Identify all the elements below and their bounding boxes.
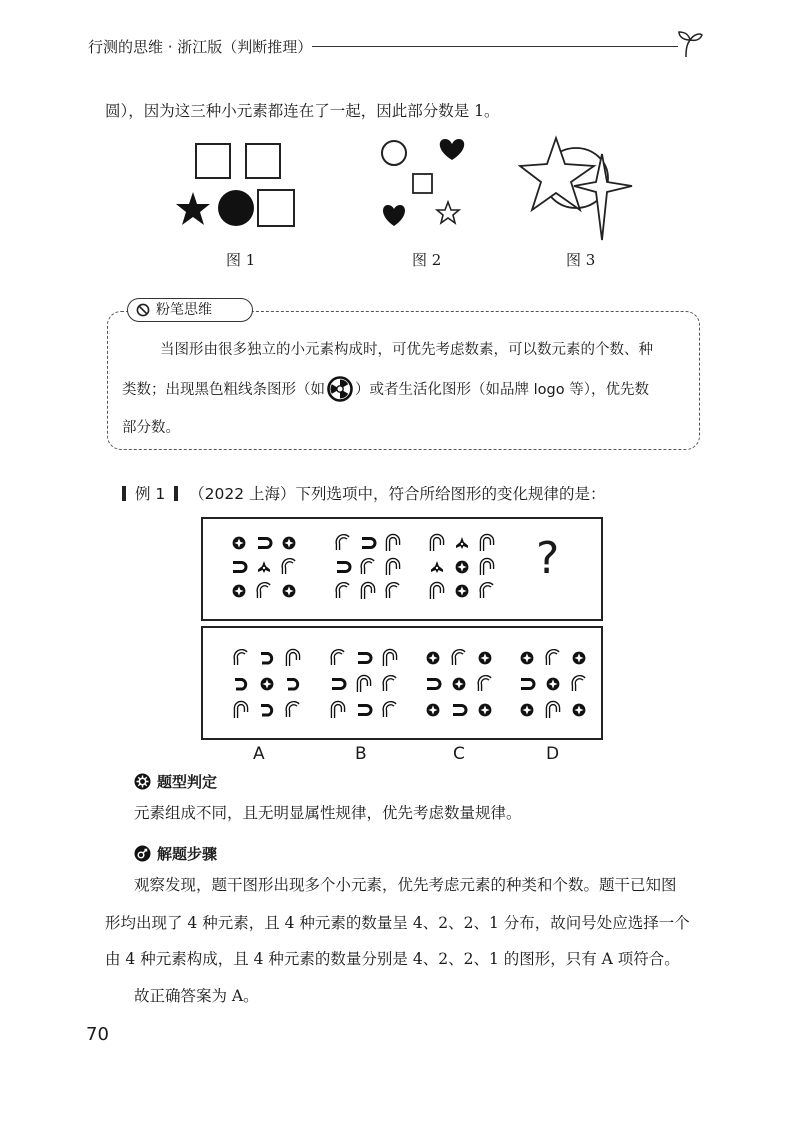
steps-icon [134,845,151,862]
forbidden-icon [136,303,150,317]
tip-line-1: 当图形由很多独立的小元素构成时，可优先考虑数素，可以数元素的个数、种 [160,342,653,358]
example-label: 例 1 [134,485,166,503]
question-figure-3-hookP-1-2 [482,560,492,575]
option-a-hook2-1-2 [287,680,298,690]
option-b-hook-2-1 [358,706,371,715]
question-mark: ? [536,533,560,584]
option-b-arc-1-2 [385,677,395,691]
steps-line-2: 形均出现了 4 种元素，且 4 种元素的数量呈 4、2、2、1 分布，故问号处应选择一个 [105,914,690,932]
tip-title: 粉笔思维 [156,302,212,318]
question-figure-1-cross-2-0 [233,585,246,598]
option-b-arc-0-0 [333,651,343,665]
question-figure-3-cross-2-1 [456,585,469,598]
example-title [122,482,606,504]
section-steps-title: 解题步骤 [157,845,218,863]
option-c-arc-0-1 [454,651,464,665]
figure-1-caption: 图 1 [226,251,256,269]
figure-1 [174,138,302,230]
question-figure-2-arc-2-2 [388,584,398,598]
steps-line-4: 故正确答案为 A。 [134,987,259,1005]
example-source: （2022 上海）下列选项中，符合所给图形的变化规律的是： [189,485,606,503]
figure-3-caption: 图 3 [566,251,596,269]
trefoil-symbol-icon [327,376,353,402]
question-figure-2-hook-1-0 [337,563,350,572]
sprout-icon [676,28,704,58]
section-type-title: 题型判定 [157,773,218,791]
question-figure-1-cross-0-2 [283,537,296,550]
figure-2-caption: 图 2 [412,251,442,269]
question-figure-3-cross-1-1 [456,561,469,574]
figure-3 [518,134,636,244]
question-figure-2-arc-0-0 [338,536,348,550]
option-d-cross-1-1 [547,678,560,691]
option-d-hookP-2-1 [548,703,558,718]
section-type-body: 元素组成不同，且无明显属性规律，优先考虑数量规律。 [134,804,522,822]
header-rule [312,46,678,47]
steps-line-3: 由 4 种元素构成，且 4 种元素的数量分别是 4、2、2、1 的图形，只有 A 项符合。 [105,950,680,968]
question-figure-1-cross-2-2 [283,585,296,598]
option-d-cross-0-2 [573,652,586,665]
example-bar-left [122,486,126,501]
question-figure-3-hookP-0-0 [432,536,442,551]
option-a-arc-0-0 [236,651,246,665]
question-figure-2-hook-0-1 [362,539,375,548]
section-type-heading [134,771,217,792]
question-figure-3-trefoil-1-0 [431,561,443,573]
option-c-arc-1-2 [480,677,490,691]
option-a-label: A [253,744,265,764]
tip-line-2a: 类数；出现黑色粗线条图形（如 [122,382,325,398]
option-c-hook-2-1 [453,706,466,715]
option-b-hook-1-0 [332,680,345,689]
question-figure-1-arc-2-1 [259,584,269,598]
question-figure-1-hook-1-0 [233,563,246,572]
option-d-cross-2-2 [573,704,586,717]
question-figure-2-hookP-2-1 [363,584,373,599]
option-a-hook2-1-0 [235,680,246,690]
option-d-arc-1-2 [574,677,584,691]
question-figure-1-cross-0-0 [233,537,246,550]
option-d-cross-2-0 [521,704,534,717]
option-d-label: D [546,744,560,764]
option-a-cross-1-1 [261,678,274,691]
question-figure-1-hook-0-1 [258,539,271,548]
option-b-hookP-1-1 [359,677,369,692]
option-a-hookP-0-2 [288,651,298,666]
section-steps-heading [134,843,217,864]
option-a-hookP-2-0 [236,703,246,718]
option-d-hook-1-0 [521,680,534,689]
question-figure-1-arc-1-2 [284,560,294,574]
running-header: 行测的思维 · 浙江版（判断推理） [88,38,313,56]
option-c-cross-2-2 [479,704,492,717]
question-figure-3-trefoil-0-1 [456,537,468,549]
option-c-cross-2-0 [427,704,440,717]
option-figures [201,626,603,740]
option-b-hook-0-1 [358,654,371,663]
option-a-hook2-0-1 [261,654,272,664]
option-c-cross-0-0 [427,652,440,665]
question-figure-3-hookP-0-2 [482,536,492,551]
option-b-hookP-2-0 [333,703,343,718]
question-figure-1-trefoil-1-1 [258,561,270,573]
option-a-hook2-2-1 [261,706,272,716]
option-b-label: B [355,744,367,764]
gear-icon [134,773,151,790]
option-b-hookP-0-2 [385,651,395,666]
tip-line-2b: ）或者生活化图形（如品牌 logo 等），优先数 [355,382,649,398]
option-c-hook-1-0 [427,680,440,689]
option-d-arc-0-1 [548,651,558,665]
option-c-cross-0-2 [479,652,492,665]
example-bar-right [174,486,178,501]
figure-2 [376,134,468,232]
page-number: 70 [86,1024,109,1045]
option-b-arc-2-2 [385,703,395,717]
option-a-arc-2-2 [288,703,298,717]
tip-title-tab [127,298,253,322]
question-figure-3-arc-2-2 [482,584,492,598]
tip-line-2 [122,376,649,402]
steps-line-1: 观察发现，题干图形出现多个小元素，优先考虑元素的种类和个数。题干已知图 [134,876,677,894]
option-c-cross-1-1 [453,678,466,691]
tip-line-3: 部分数。 [122,420,180,436]
question-figure-2-hookP-1-2 [388,560,398,575]
option-c-label: C [453,744,465,764]
option-d-cross-0-0 [521,652,534,665]
question-figure-3-hookP-2-0 [432,584,442,599]
question-figure-2-arc-1-1 [363,560,373,574]
question-figure-2-hookP-0-2 [388,536,398,551]
intro-text: 圆），因为这三种小元素都连在了一起，因此部分数是 1。 [105,102,500,120]
question-figure-2-arc-2-0 [338,584,348,598]
